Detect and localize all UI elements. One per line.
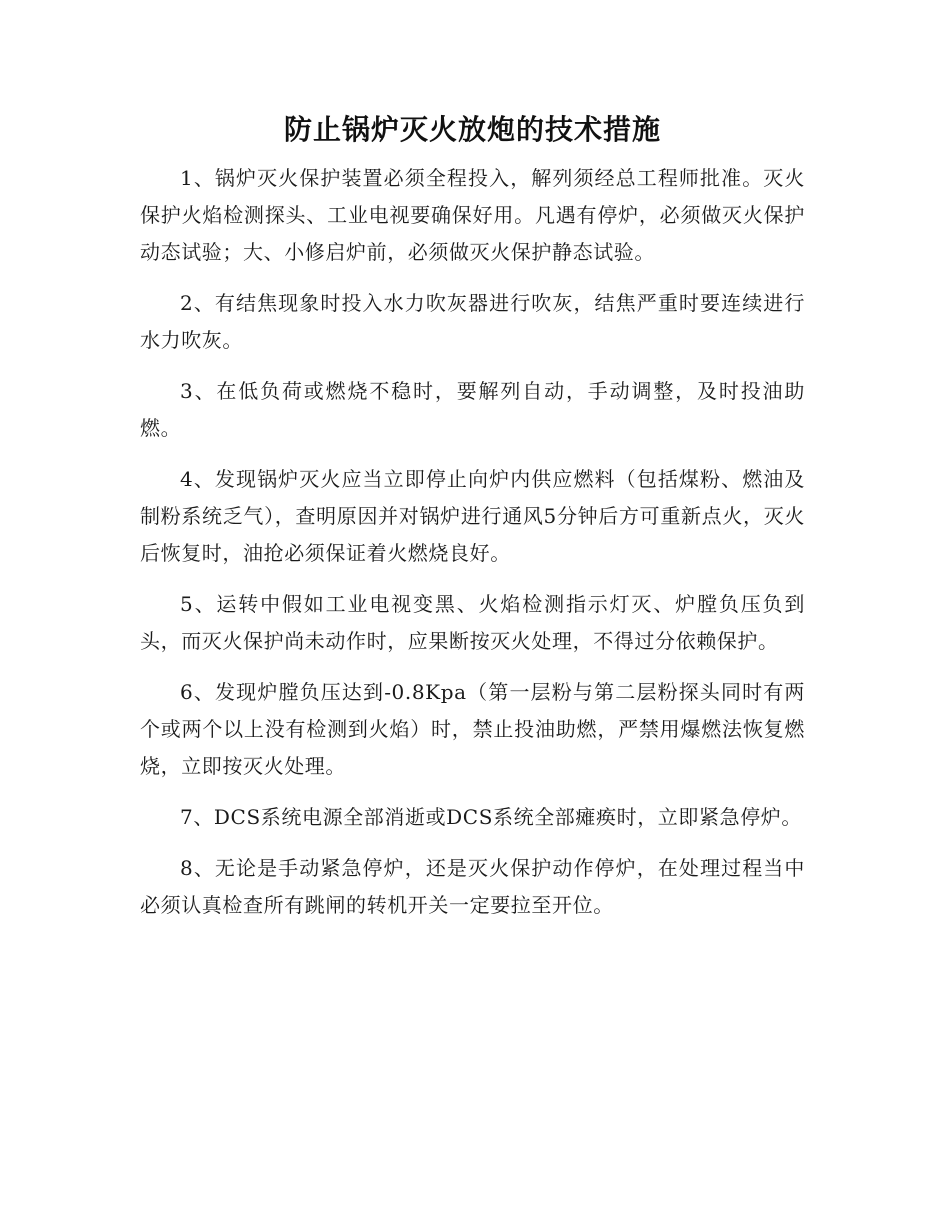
paragraph-6: 6、发现炉膛负压达到-0.8Kpa（第一层粉与第二层粉探头同时有两个或两个以上没有检测到火焰）时，禁止投油助燃，严禁用爆燃法恢复燃烧，立即按灭火处理。: [140, 680, 805, 778]
paragraph-2: 2、有结焦现象时投入水力吹灰器进行吹灰，结焦严重时要连续进行水力吹灰。: [140, 291, 805, 352]
paragraph-4: 4、发现锅炉灭火应当立即停止向炉内供应燃料（包括煤粉、燃油及制粉系统乏气），查明原因并对锅炉进行通风5分钟后方可重新点火，灭火后恢复时，油抢必须保证着火燃烧良好。: [140, 467, 805, 565]
document-page: [140, 110, 805, 924]
paragraph-5: 5、运转中假如工业电视变黑、火焰检测指示灯灭、炉膛负压负到头，而灭火保护尚未动作时，应果断按灭火处理，不得过分依赖保护。: [140, 592, 805, 653]
paragraph-8: 8、无论是手动紧急停炉，还是灭火保护动作停炉，在处理过程当中必须认真检查所有跳闸的转机开关一定要拉至开位。: [140, 856, 805, 917]
paragraph-7: 7、DCS系统电源全部消逝或DCS系统全部瘫痪时，立即紧急停炉。: [180, 805, 803, 829]
paragraph-1: 1、锅炉灭火保护装置必须全程投入，解列须经总工程师批准。灭火保护火焰检测探头、工业电视要确保好用。凡遇有停炉，必须做灭火保护动态试验；大、小修启炉前，必须做灭火保护静态试验。: [140, 166, 805, 264]
paragraph-3: 3、在低负荷或燃烧不稳时，要解列自动，手动调整，及时投油助燃。: [140, 379, 805, 440]
document-title: 防止锅炉灭火放炮的技术措施: [283, 113, 661, 146]
